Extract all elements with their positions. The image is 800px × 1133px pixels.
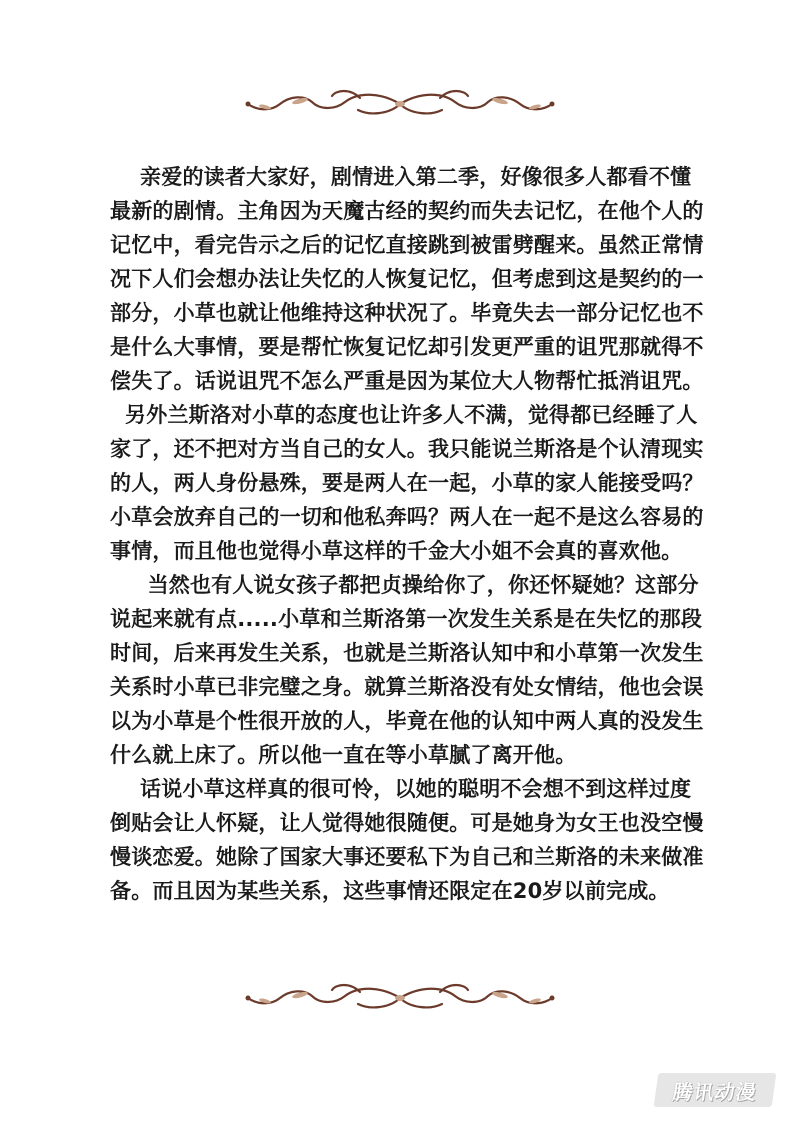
paragraph-2: 另外兰斯洛对小草的态度也让许多人不满，觉得都已经睡了人家了，还不把对方当自己的女人。我只能说兰斯洛是个认清现实的人，两人身份悬殊，要是两人在一起，小草的家人能接受吗？小草会放弃自己的一切和他私奔吗？两人在一起不是这么容易的事情，而且他也觉得小草这样的千金大小姐不会真的喜欢他。 <box>110 403 704 563</box>
ornament-divider-icon <box>240 978 560 1018</box>
watermark-text: 腾讯动漫 <box>671 1079 759 1104</box>
paragraph-3: 当然也有人说女孩子都把贞操给你了，你还怀疑她？这部分说起来就有点.....小草和兰斯洛第一次发生关系是在失忆的那段时间，后来再发生关系，也就是兰斯洛认知中和小草第一次发生关系时小草已非完璧之身。就算兰斯洛没有处女情结，他也会误以为小草是个性很开放的人，毕竟在他的认知中两人真的没发生什么就上床了。所以他一直在等小草腻了离开他。 <box>110 573 704 767</box>
paragraph-1: 亲爱的读者大家好，剧情进入第二季，好像很多人都看不懂最新的剧情。主角因为天魔古经的契约而失去记忆，在他个人的记忆中，看完告示之后的记忆直接跳到被雷劈醒来。虽然正常情况下人们会想办法让失忆的人恢复记忆，但考虑到这是契约的一部分，小草也就让他维持这种状况了。毕竟失去一部分记忆也不是什么大事情，要是帮忙恢复记忆却引发更严重的诅咒那就得不偿失了。话说诅咒不怎么严重是因为某位大人物帮忙抵消诅咒。 <box>110 165 704 393</box>
article-body <box>110 160 710 908</box>
paragraph-4: 话说小草这样真的很可怜，以她的聪明不会想不到这样过度倒贴会让人怀疑，让人觉得她很随便。可是她身为女王也没空慢慢谈恋爱。她除了国家大事还要私下为自己和兰斯洛的未来做准备。而且因为某些关系，这些事情还限定在20岁以前完成。 <box>110 777 704 903</box>
ornament-divider-icon <box>240 84 560 124</box>
watermark-logo <box>654 1073 777 1107</box>
